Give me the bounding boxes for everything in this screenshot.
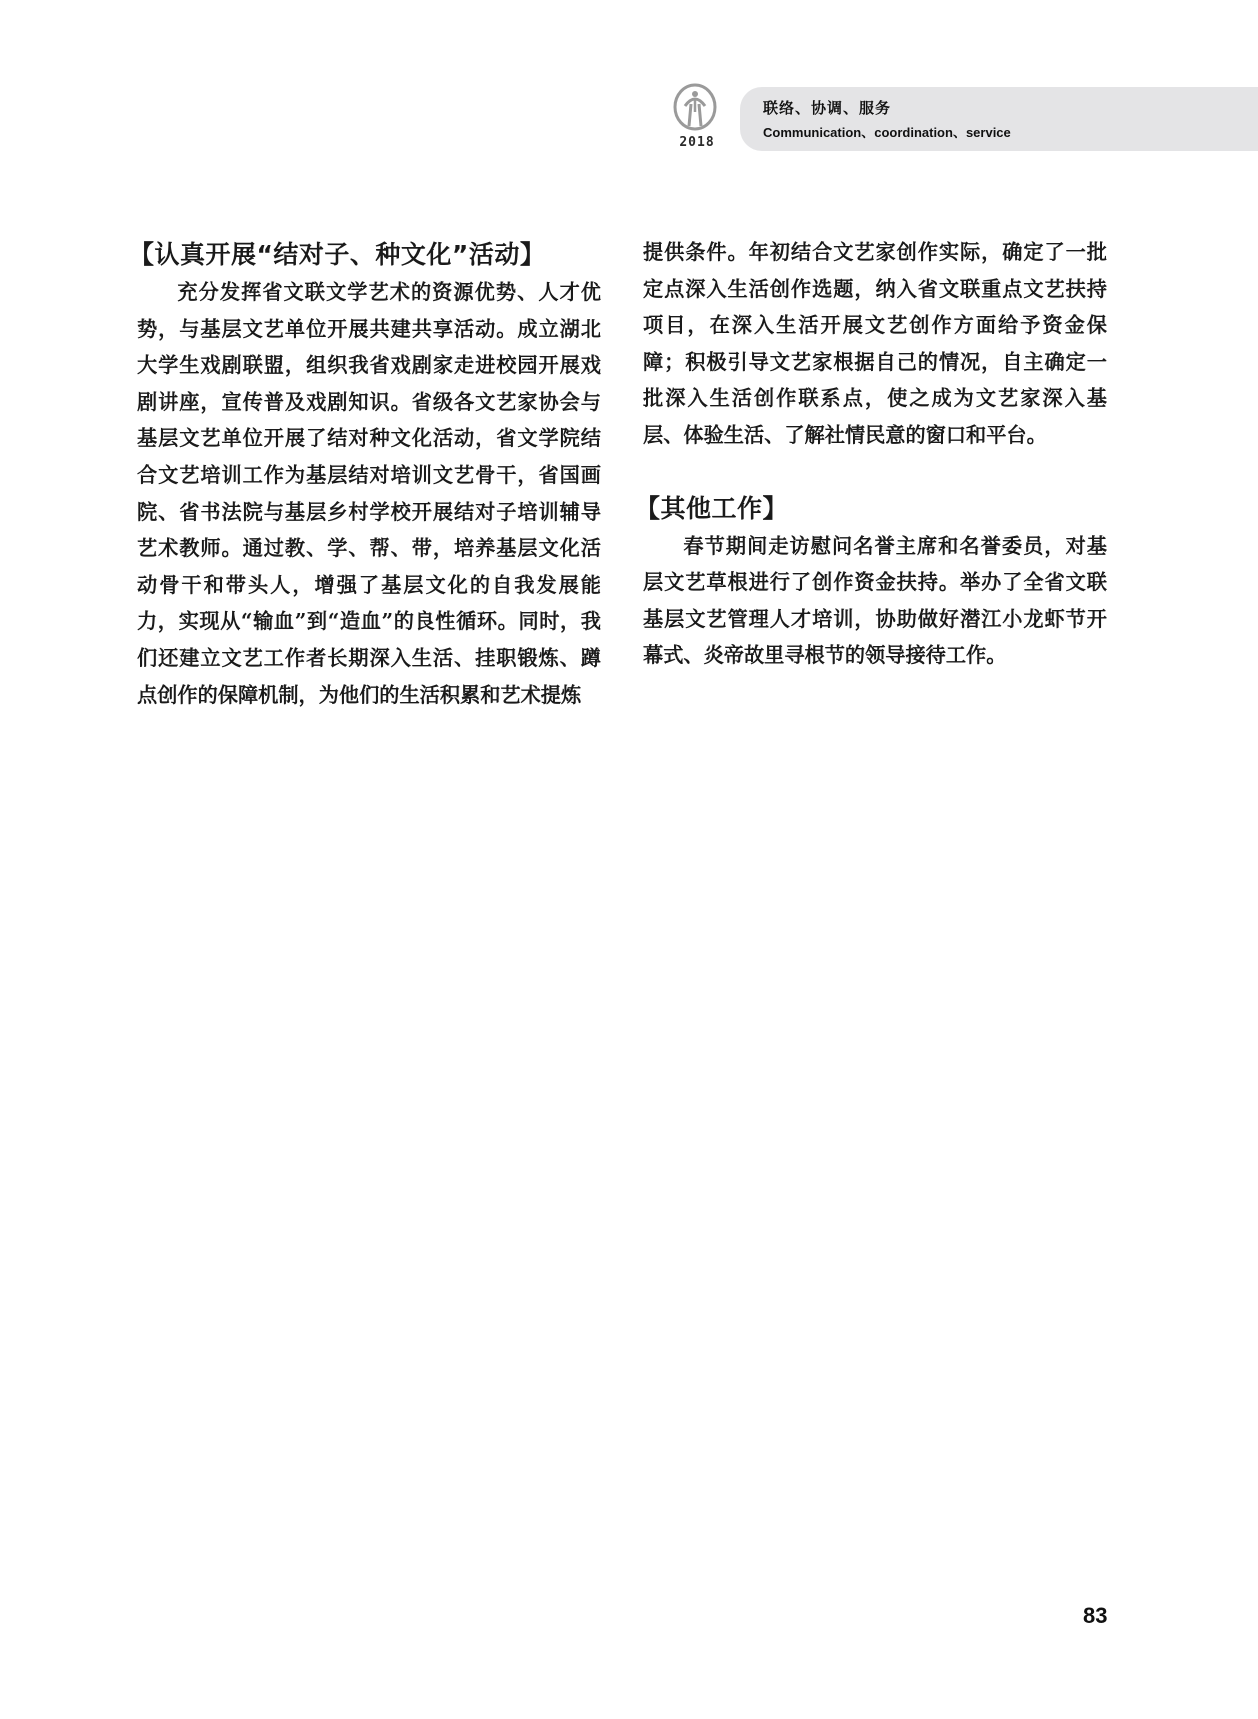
body-paragraph: 春节期间走访慰问名誉主席和名誉委员，对基层文艺草根进行了创作资金扶持。举办了全省文联基层文艺管理人才培训，协助做好潜江小龙虾节开幕式、炎帝故里寻根节的领导接待工作。 bbox=[643, 533, 1107, 668]
left-column bbox=[129, 236, 601, 713]
wenlian-emblem-icon bbox=[672, 82, 718, 132]
page-header bbox=[0, 0, 1258, 170]
page-number: 83 bbox=[1083, 1603, 1108, 1628]
section-title-cn: 联络、协调、服务 bbox=[763, 99, 892, 117]
section-heading: 【其他工作】 bbox=[635, 493, 789, 523]
section-title-en: Communication、coordination、service bbox=[763, 125, 1011, 140]
body-paragraph-continued: 提供条件。年初结合文艺家创作实际，确定了一批定点深入生活创作选题，纳入省文联重点文艺扶持项目，在深入生活开展文艺创作方面给予资金保障；积极引导文艺家根据自己的情况，自主确定一批深入生活创作联系点，使之成为文艺家深入基层、体验生活、了解社情民意的窗口和平台。 bbox=[643, 240, 1107, 447]
year-label: 2018 bbox=[679, 135, 715, 150]
section-banner bbox=[740, 87, 1258, 151]
right-column bbox=[635, 234, 1107, 674]
body-paragraph: 充分发挥省文联文学艺术的资源优势、人才优势，与基层文艺单位开展共建共享活动。成立湖北大学生戏剧联盟，组织我省戏剧家走进校园开展戏剧讲座，宣传普及戏剧知识。省级各文艺家协会与基层文艺单位开展了结对种文化活动，省文学院结合文艺培训工作为基层结对培训文艺骨干，省国画院、省书法院与基层乡村学校开展结对子培训辅导艺术教师。通过教、学、帮、带，培养基层文化活动骨干和带头人，增强了基层文化的自我发展能力，实现从“输血”到“造血”的良性循环。同时，我们还建立文艺工作者长期深入生活、挂职锻炼、蹲点创作的保障机制，为他们的生活积累和艺术提炼 bbox=[137, 280, 601, 707]
section-heading: 【认真开展“结对子、种文化”活动】 bbox=[129, 240, 546, 269]
section-gap bbox=[643, 454, 1107, 490]
